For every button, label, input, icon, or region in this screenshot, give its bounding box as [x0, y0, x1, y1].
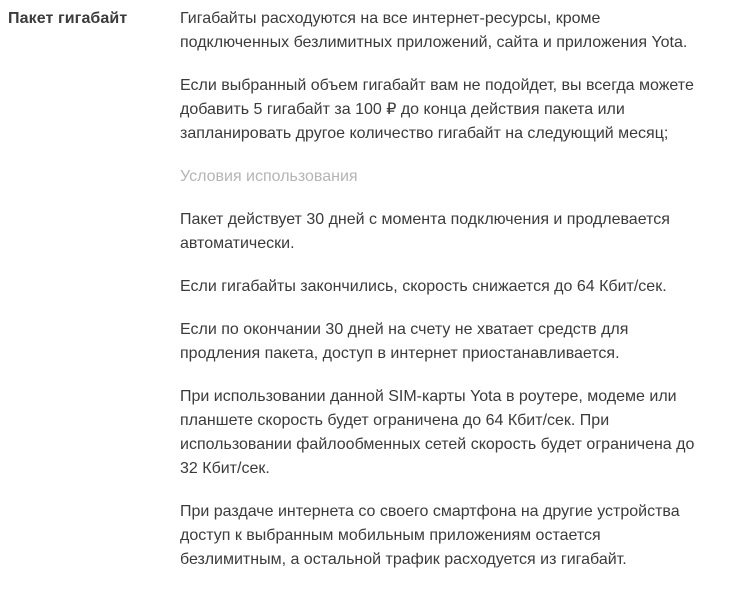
- row-label-column: [8, 7, 180, 591]
- term-paragraph-4: При использовании данной SIM-карты Yota в роутере, модеме или планшете скорость будет ограничена до 64 Кбит/сек. При использовании файлообменных сетей скорость будет ограничена до 32 Кбит/сек.: [180, 388, 695, 477]
- intro-paragraph-2: Если выбранный объем гигабайт вам не подойдет, вы всегда можете добавить 5 гигабайт за 100 ₽ до конца действия пакета или запланировать другое количество гигабайт на следующий месяц;: [180, 77, 694, 142]
- intro-paragraph-1: Гигабайты расходуются на все интернет-ресурсы, кроме подключенных безлимитных приложений, сайта и приложения Yota.: [180, 10, 688, 51]
- usage-terms-subheading: Условия использования: [180, 168, 358, 185]
- term-paragraph-1: Пакет действует 30 дней с момента подключения и продлевается автоматически.: [180, 211, 670, 252]
- term-paragraph-5: При раздаче интернета со своего смартфона на другие устройства доступ к выбранным мобильным приложениям остается безлимитным, а остальной трафик расходуется из гигабайт.: [180, 503, 680, 568]
- package-description: [180, 7, 708, 591]
- term-paragraph-2: Если гигабайты закончились, скорость снижается до 64 Кбит/сек.: [180, 278, 667, 295]
- term-paragraph-3: Если по окончании 30 дней на счету не хватает средств для продления пакета, доступ в интернет приостанавливается.: [180, 321, 629, 362]
- row-label: Пакет гигабайт: [8, 10, 128, 27]
